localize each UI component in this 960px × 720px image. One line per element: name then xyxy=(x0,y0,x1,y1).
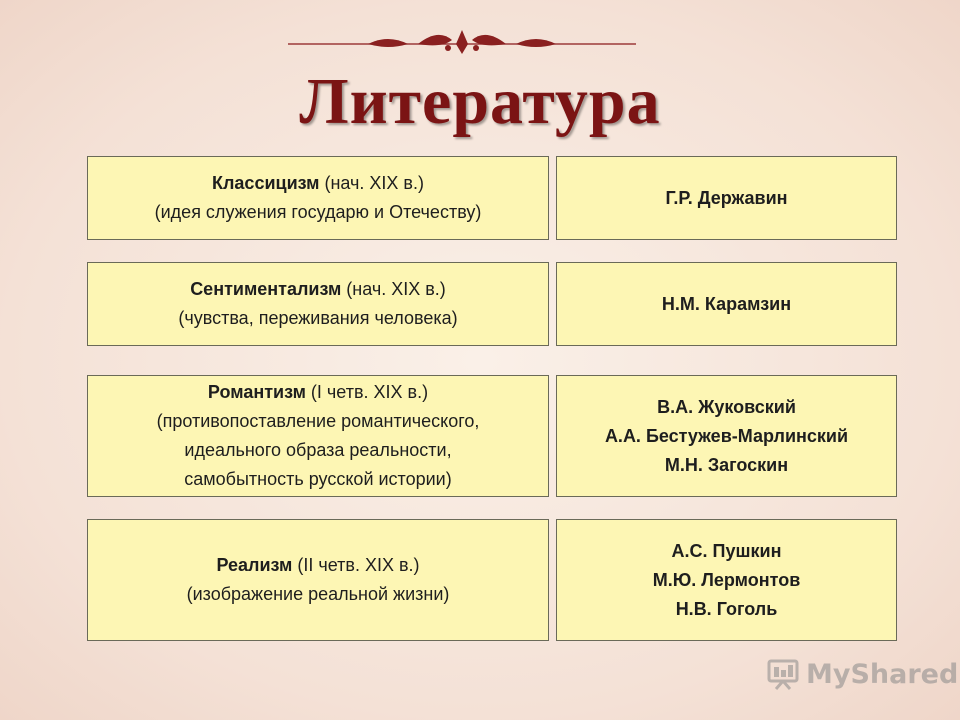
movement-name: Реализм xyxy=(216,555,293,575)
authors-box-sentimentalism xyxy=(556,262,897,346)
author-name: М.Н. Загоскин xyxy=(664,454,789,475)
movement-heading xyxy=(208,378,428,407)
watermark-text: MyShared xyxy=(806,658,959,690)
movement-name: Романтизм xyxy=(207,382,306,402)
movement-description: (изображение реальной жизни) xyxy=(186,584,450,604)
decorative-ornament xyxy=(288,26,636,58)
movement-period: (нач. XIX в.) xyxy=(341,279,446,299)
movement-box-realism xyxy=(87,519,549,641)
movement-description: (идея служения государю и Отечеству) xyxy=(154,202,482,222)
author-name: А.А. Бестужев-Марлинский xyxy=(604,425,849,446)
movement-box-romanticism xyxy=(87,375,549,497)
author-name: Н.М. Карамзин xyxy=(661,293,792,314)
movement-box-classicism xyxy=(87,156,549,240)
movement-heading xyxy=(212,169,424,198)
myshared-watermark xyxy=(766,656,958,692)
movement-name: Сентиментализм xyxy=(190,279,342,299)
presentation-icon xyxy=(766,658,800,690)
movement-heading xyxy=(190,275,446,304)
author-name: А.С. Пушкин xyxy=(671,540,782,561)
movement-description: самобытность русской истории) xyxy=(184,469,452,489)
author-name: Н.В. Гоголь xyxy=(675,598,778,619)
movement-period: (II четв. XIX в.) xyxy=(292,555,420,575)
movement-period: (нач. XIX в.) xyxy=(319,173,424,193)
movement-name: Классицизм xyxy=(212,173,320,193)
page-title: Литература xyxy=(299,65,661,138)
author-name: Г.Р. Державин xyxy=(665,187,788,208)
authors-box-realism xyxy=(556,519,897,641)
movement-box-sentimentalism xyxy=(87,262,549,346)
movement-heading xyxy=(216,551,419,580)
movement-description: идеального образа реальности, xyxy=(184,440,452,460)
movement-period: (I четв. XIX в.) xyxy=(305,382,429,402)
movement-description: (противопоставление романтического, xyxy=(156,411,480,431)
author-name: В.А. Жуковский xyxy=(657,396,796,417)
authors-box-classicism xyxy=(556,156,897,240)
movement-description: (чувства, переживания человека) xyxy=(178,308,458,328)
author-name: М.Ю. Лермонтов xyxy=(652,569,801,590)
authors-box-romanticism xyxy=(556,375,897,497)
